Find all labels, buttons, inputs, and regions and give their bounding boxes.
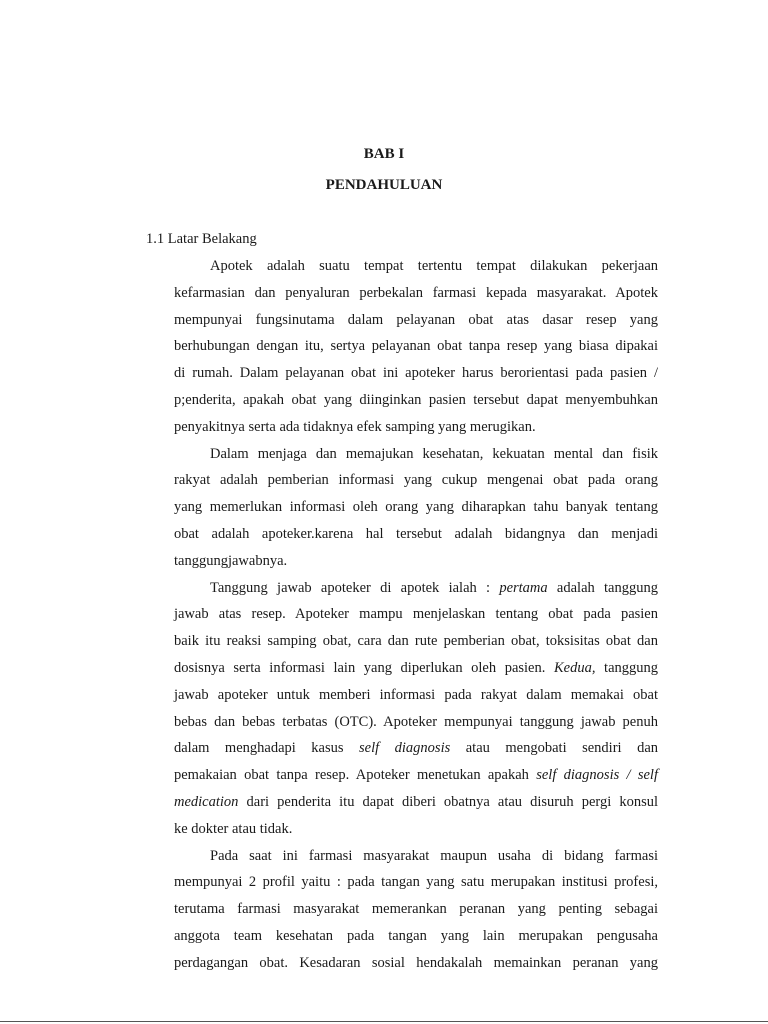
text-run: adalah tanggung <box>547 579 658 596</box>
paragraph-line: tanggungjawabnya. <box>174 552 288 569</box>
chapter-title: PENDAHULUAN <box>325 177 443 193</box>
paragraph-line: Dalam menjaga dan memajukan kesehatan, kekuatan mental dan fisik <box>210 445 658 462</box>
paragraph-line <box>174 575 658 602</box>
paragraph-line: anggota team kesehatan pada tangan yang lain merupakan pengusaha <box>174 927 658 944</box>
italic-term: medication <box>174 793 239 810</box>
paragraph-line: jawab apoteker untuk memberi informasi pada rakyat dalam memakai obat <box>174 686 658 703</box>
paragraph-line: kefarmasian dan penyaluran perbekalan farmasi kepada masyarakat. Apotek <box>174 284 658 301</box>
text-run: Tanggung jawab apoteker di apotek ialah : <box>210 579 500 596</box>
paragraph-4 <box>174 843 658 977</box>
paragraph-line: terutama farmasi masyarakat memerankan peranan yang penting sebagai <box>174 901 658 918</box>
paragraph-2 <box>174 441 658 575</box>
paragraph-line: mempunyai 2 profil yaitu : pada tangan yang satu merupakan institusi profesi, <box>174 874 658 891</box>
italic-term: Kedua, <box>553 659 596 676</box>
paragraph-line: di rumah. Dalam pelayanan obat ini apoteker harus berorientasi pada pasien / <box>174 365 658 382</box>
paragraph-line: Pada saat ini farmasi masyarakat maupun usaha di bidang farmasi <box>210 847 658 864</box>
paragraph-line: penyakitnya serta ada tidaknya efek samping yang merugikan. <box>174 418 536 435</box>
paragraph-line: obat adalah apoteker.karena hal tersebut adalah bidangnya dan menjadi <box>174 525 658 542</box>
paragraph-line: mempunyai fungsinutama dalam pelayanan obat atas dasar resep yang <box>174 311 658 328</box>
paragraph-line: yang memerlukan informasi oleh orang yang diharapkan tahu banyak tentang <box>174 499 658 516</box>
page-bottom-divider <box>0 1021 768 1022</box>
paragraph-line: bebas dan bebas terbatas (OTC). Apoteker mempunyai tanggung jawab penuh <box>174 713 658 730</box>
text-run: dari penderita itu dapat diberi obatnya atau disuruh pergi konsul <box>238 793 658 810</box>
chapter-number: BAB I <box>363 146 405 162</box>
paragraph-1 <box>174 253 658 441</box>
italic-term: self diagnosis / self <box>536 767 658 784</box>
text-run: dosisnya serta informasi lain yang diperlukan oleh pasien. <box>174 659 554 676</box>
paragraph-line: p;enderita, apakah obat yang diinginkan pasien tersebut dapat menyembuhkan <box>174 391 658 408</box>
paragraph-line: berhubungan dengan itu, sertya pelayanan obat tanpa resep yang biasa dipakai <box>174 338 658 355</box>
paragraph-line <box>174 655 658 682</box>
paragraph-line <box>174 735 658 762</box>
text-run: pemakaian obat tanpa resep. Apoteker menetukan apakah <box>174 767 537 784</box>
paragraph-line: Apotek adalah suatu tempat tertentu tempat dilakukan pekerjaan <box>210 258 658 274</box>
text-run: dalam menghadapi kasus <box>174 740 360 757</box>
text-run: tanggung <box>595 659 659 676</box>
paragraph-line: rakyat adalah pemberian informasi yang cukup mengenai obat pada orang <box>174 472 658 489</box>
paragraph-line: ke dokter atau tidak. <box>174 820 293 837</box>
body-text <box>174 253 658 977</box>
italic-term: pertama <box>499 579 548 596</box>
paragraph-line: jawab atas resep. Apoteker mampu menjelaskan tentang obat pada pasien <box>174 606 658 623</box>
paragraph-line <box>174 789 658 816</box>
text-run: atau mengobati sendiri dan <box>450 740 658 757</box>
italic-term: self diagnosis <box>359 740 451 757</box>
paragraph-line: baik itu reaksi samping obat, cara dan rute pemberian obat, toksisitas obat dan <box>174 633 658 650</box>
section-heading: 1.1 Latar Belakang <box>146 231 257 247</box>
paragraph-3 <box>174 575 658 843</box>
paragraph-line: perdagangan obat. Kesadaran sosial hendakalah memainkan peranan yang <box>174 954 658 971</box>
paragraph-line <box>174 762 658 789</box>
